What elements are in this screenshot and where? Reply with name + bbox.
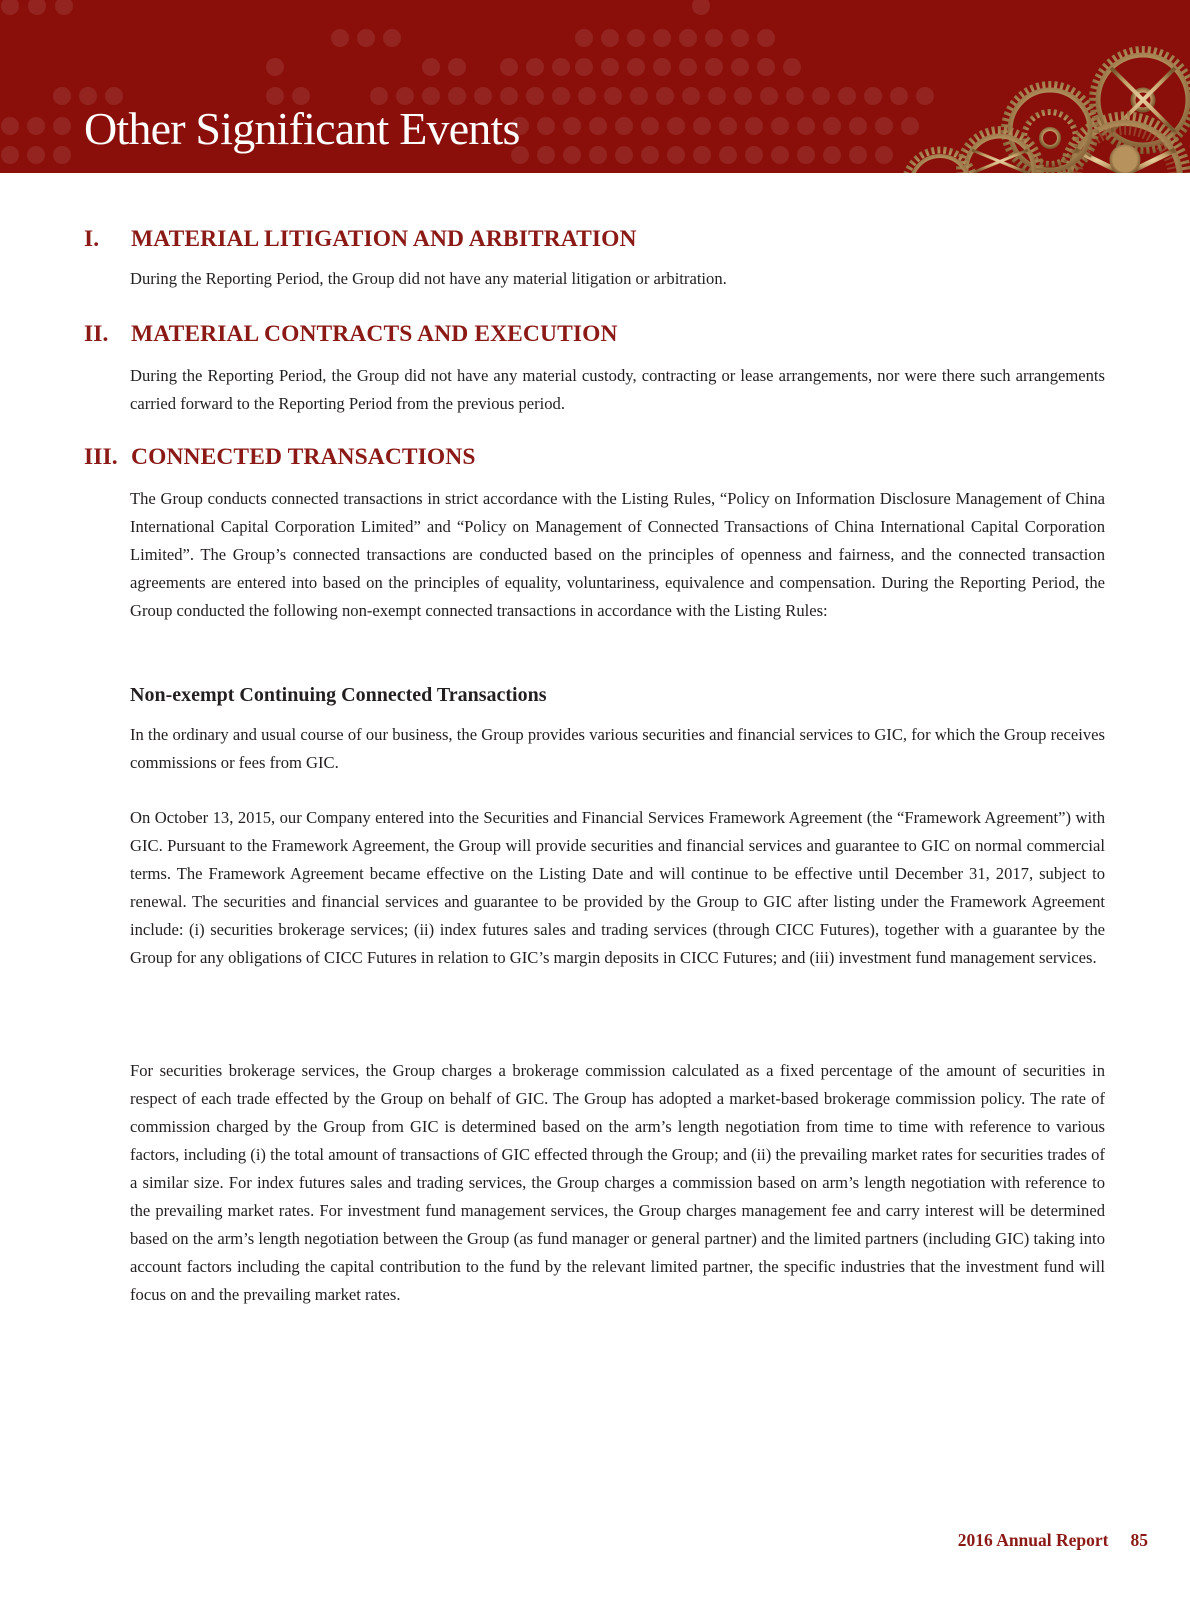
section-heading-litigation	[84, 228, 637, 252]
page-footer	[958, 1532, 1148, 1550]
section-title: MATERIAL CONTRACTS AND EXECUTION	[131, 321, 618, 347]
section-title: CONNECTED TRANSACTIONS	[131, 444, 476, 470]
section-number: II.	[84, 321, 109, 347]
paragraph: In the ordinary and usual course of our business, the Group provides various securities and financial services to GIC, for which the Group receives commissions or fees from GIC.	[130, 725, 1105, 772]
page-number: 85	[1130, 1530, 1148, 1550]
gears-illustration-icon	[900, 0, 1190, 173]
paragraph: During the Reporting Period, the Group did not have any material litigation or arbitration.	[130, 269, 727, 288]
section-title: MATERIAL LITIGATION AND ARBITRATION	[131, 226, 637, 252]
section-number: III.	[84, 444, 118, 470]
paragraph: During the Reporting Period, the Group did not have any material custody, contracting or lease arrangements, nor were there such arrangements carried forward to the Reporting Period from the previous period.	[130, 366, 1105, 413]
section-heading-contracts	[84, 323, 618, 347]
page-banner	[0, 0, 1190, 173]
paragraph: On October 13, 2015, our Company entered into the Securities and Financial Services Framework Agreement (the “Framework Agreement”) with GIC. Pursuant to the Framework Agreement, the Group will provide securities and financial services and guarantee to GIC on normal commercial terms. The Framework Agreement became effective on the Listing Date and will continue to be effective until December 31, 2017, subject to renewal. The securities and financial services and guarantee to be provided by the Group to GIC after listing under the Framework Agreement include: (i) securities brokerage services; (ii) index futures sales and trading services (through CICC Futures), together with a guarantee by the Group for any obligations of CICC Futures in relation to GIC’s margin deposits in CICC Futures; and (iii) investment fund management services.	[130, 808, 1105, 967]
section-heading-connected-transactions	[84, 446, 476, 470]
section-number: I.	[84, 226, 100, 252]
paragraph: The Group conducts connected transactions in strict accordance with the Listing Rules, “Policy on Information Disclosure Management of China International Capital Corporation Limited” and “Policy on Management of Connected Transactions of China International Capital Corporation Limited”. The Group’s connected transactions are conducted based on the principles of openness and fairness, and the connected transaction agreements are entered into based on the principles of equality, voluntariness, equivalence and compensation. During the Reporting Period, the Group conducted the following non-exempt connected transactions in accordance with the Listing Rules:	[130, 489, 1105, 620]
subsection-heading: Non-exempt Continuing Connected Transactions	[130, 684, 547, 706]
report-title: 2016 Annual Report	[957, 1530, 1109, 1550]
paragraph: For securities brokerage services, the Group charges a brokerage commission calculated as a fixed percentage of the amount of securities in respect of each trade effected by the Group on behalf of GIC. The Group has adopted a market-based brokerage commission policy. The rate of commission charged by the Group from GIC is determined based on the arm’s length negotiation from time to time with reference to various factors, including (i) the total amount of transactions of GIC effected through the Group; and (ii) the prevailing market rates for securities trades of a similar size. For index futures sales and trading services, the Group charges a commission based on arm’s length negotiation with reference to the prevailing market rates. For investment fund management services, the Group charges management fee and carry interest will be determined based on the arm’s length negotiation between the Group (as fund manager or general partner) and the limited partners (including GIC) taking into account factors including the capital contribution to the fund by the relevant limited partner, the specific industries that the investment fund will focus on and the prevailing market rates.	[130, 1061, 1105, 1304]
page-title: Other Significant Events	[84, 103, 520, 154]
